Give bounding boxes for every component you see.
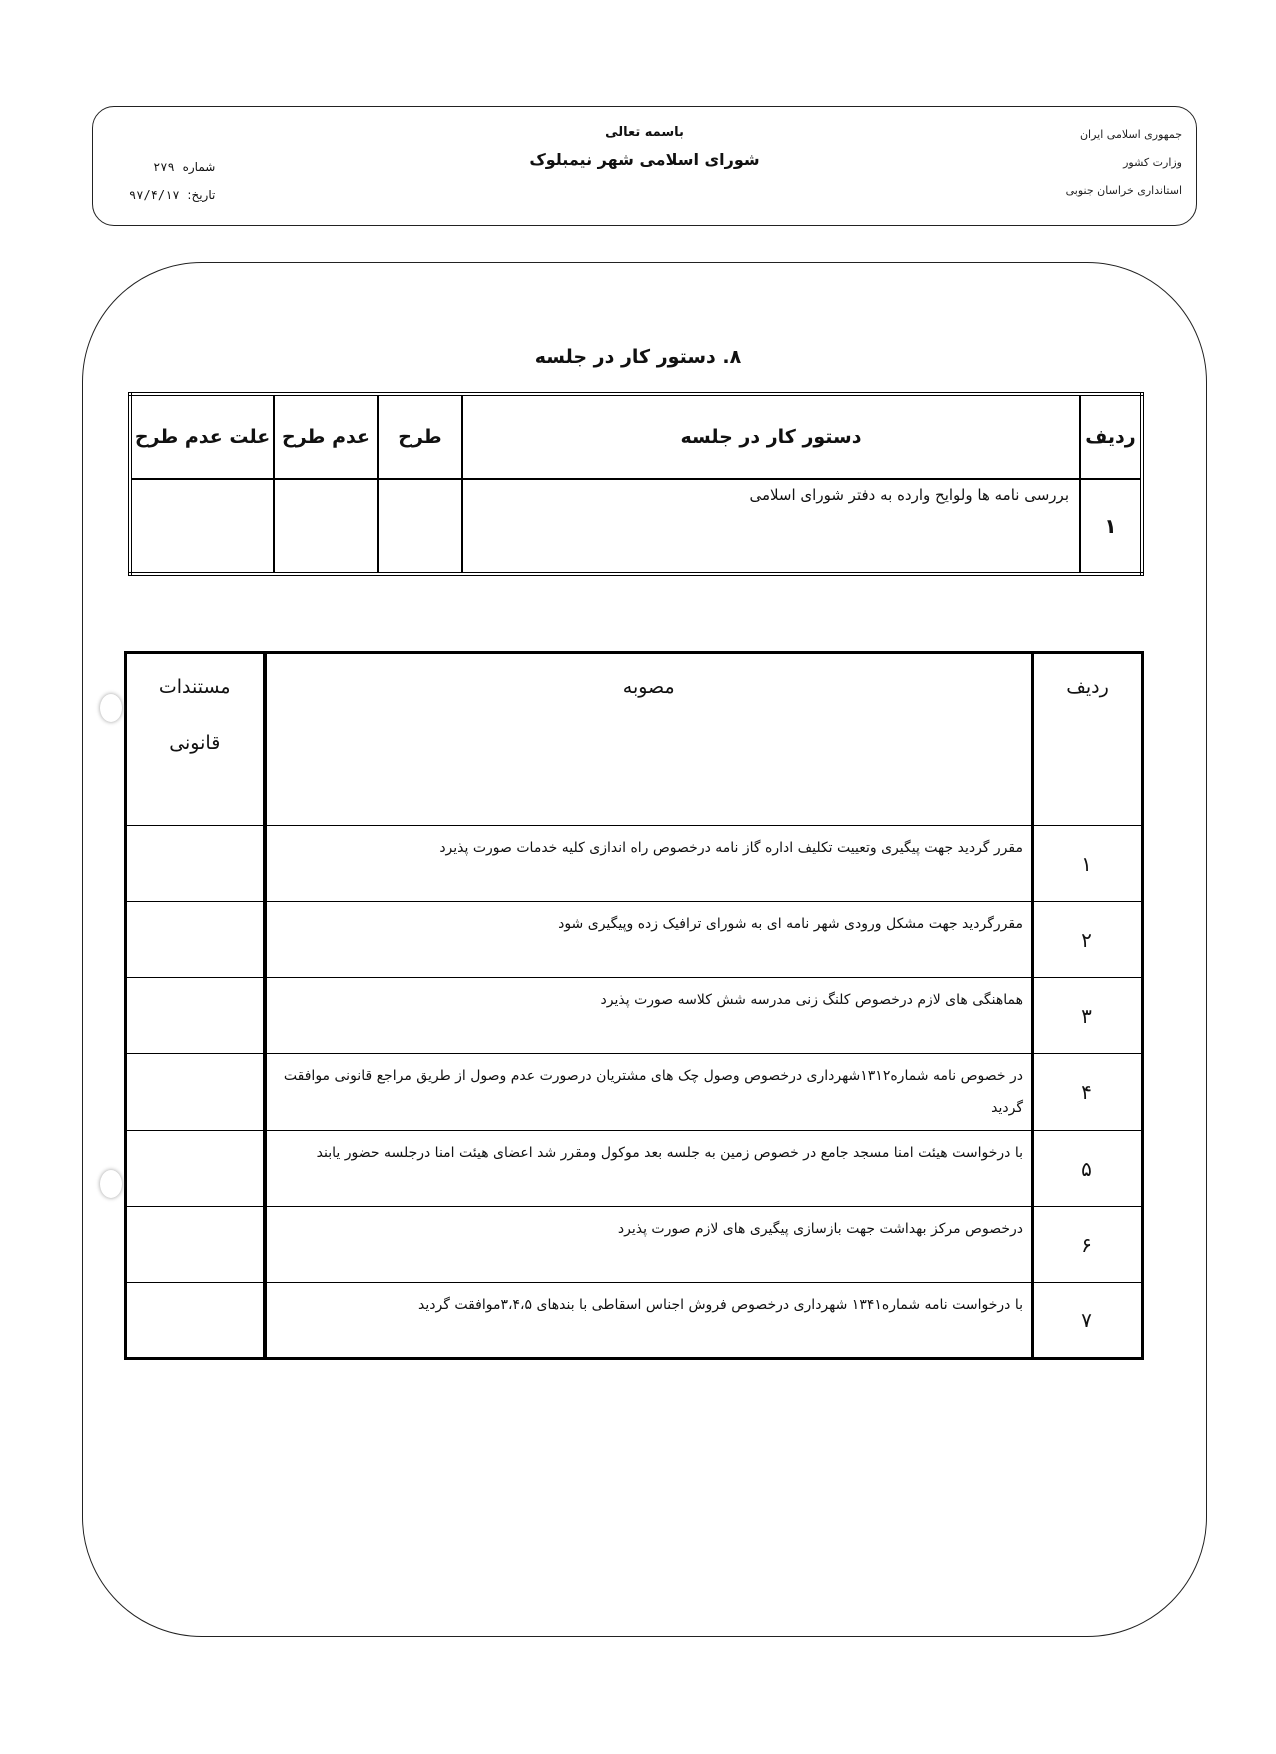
agenda-row-adam: [274, 479, 378, 574]
resolution-text: هماهنگی های لازم درخصوص کلنگ زنی مدرسه شش کلاسه صورت پذیرد: [265, 978, 1033, 1054]
date-label: تاریخ:: [187, 188, 216, 202]
resolution-num: ۵: [1033, 1131, 1143, 1207]
resolution-text: با درخواست هیئت امنا مسجد جامع در خصوص زمین به جلسه بعد موکول ومقرر شد اعضای هیئت امنا درجلسه حضور یابند: [265, 1131, 1033, 1207]
resolution-row: [126, 1283, 1143, 1359]
reference-block: [129, 153, 215, 209]
date-value: ۹۷/۴/۱۷: [129, 188, 180, 202]
docs-header-line-1: مستندات: [158, 676, 231, 698]
agenda-header-ellat: علت عدم طرح: [130, 394, 274, 479]
number-value: ۲۷۹: [153, 160, 175, 174]
letterhead: [92, 106, 1197, 226]
resolutions-header-text: مصوبه: [265, 653, 1033, 826]
issuer-line-1: جمهوری اسلامی ایران: [1079, 128, 1182, 141]
agenda-row-ellat: [130, 479, 274, 574]
resolution-num: ۴: [1033, 1054, 1143, 1131]
resolutions-table: [124, 651, 1144, 1360]
letterhead-title: [93, 125, 1196, 169]
agenda-row: [130, 479, 1142, 574]
issuer-line-3: استانداری خراسان جنوبی: [1065, 184, 1182, 197]
agenda-row-tarh: [378, 479, 462, 574]
punch-hole: [100, 694, 122, 722]
agenda-header-row: [130, 394, 1142, 479]
resolution-docs: [126, 978, 265, 1054]
agenda-header-item: دستور کار در جلسه: [462, 394, 1080, 479]
resolution-row: [126, 1131, 1143, 1207]
council-name: شورای اسلامی شهر نیمبلوک: [529, 150, 760, 169]
agenda-header-num: ردیف: [1080, 394, 1142, 479]
agenda-table: [128, 392, 1144, 576]
number-label: شماره: [182, 160, 216, 174]
resolution-num: ۳: [1033, 978, 1143, 1054]
resolutions-header-docs: [126, 653, 265, 826]
resolution-text: درخصوص مرکز بهداشت جهت بازسازی پیگیری های لازم صورت پذیرد: [265, 1207, 1033, 1283]
resolution-docs: [126, 826, 265, 902]
resolution-docs: [126, 1054, 265, 1131]
resolution-docs: [126, 1131, 265, 1207]
punch-hole: [100, 1170, 122, 1198]
number-line: [129, 153, 215, 181]
resolution-num: ۶: [1033, 1207, 1143, 1283]
resolution-text: مقررگردید جهت مشکل ورودی شهر نامه ای به شورای ترافیک زده وپیگیری شود: [265, 902, 1033, 978]
resolution-docs: [126, 1283, 265, 1359]
resolution-row: [126, 978, 1143, 1054]
agenda-header-adam: عدم طرح: [274, 394, 378, 479]
resolution-text: در خصوص نامه شماره۱۳۱۲شهرداری درخصوص وصول چک های مشتریان درصورت عدم وصول از طریق مراجع قانونی موافقت گردید: [265, 1054, 1033, 1131]
docs-header-line-2: قانونی: [169, 732, 221, 754]
date-line: [129, 181, 215, 209]
invocation-text: باسمه تعالی: [605, 125, 684, 140]
resolution-text: با درخواست نامه شماره۱۳۴۱ شهرداری درخصوص فروش اجناس اسقاطی با بندهای ۳،۴،۵موافقت گردید: [265, 1283, 1033, 1359]
issuer-line-2: وزارت کشور: [1123, 156, 1182, 169]
resolution-row: [126, 826, 1143, 902]
resolution-num: ۷: [1033, 1283, 1143, 1359]
agenda-row-item: بررسی نامه ها ولوایح وارده به دفتر شورای اسلامی: [462, 479, 1080, 574]
resolution-row: [126, 1054, 1143, 1131]
section-title: ۸. دستور کار در جلسه: [534, 346, 742, 368]
resolution-docs: [126, 1207, 265, 1283]
resolution-row: [126, 1207, 1143, 1283]
resolution-num: ۱: [1033, 826, 1143, 902]
agenda-row-num: ۱: [1080, 479, 1142, 574]
resolution-docs: [126, 902, 265, 978]
resolution-row: [126, 902, 1143, 978]
resolutions-header-row: [126, 653, 1143, 826]
resolution-num: ۲: [1033, 902, 1143, 978]
resolutions-header-num: ردیف: [1033, 653, 1143, 826]
agenda-header-tarh: طرح: [378, 394, 462, 479]
resolution-text: مقرر گردید جهت پیگیری وتعییت تکلیف اداره گاز نامه درخصوص راه اندازی کلیه خدمات صورت پذیرد: [265, 826, 1033, 902]
